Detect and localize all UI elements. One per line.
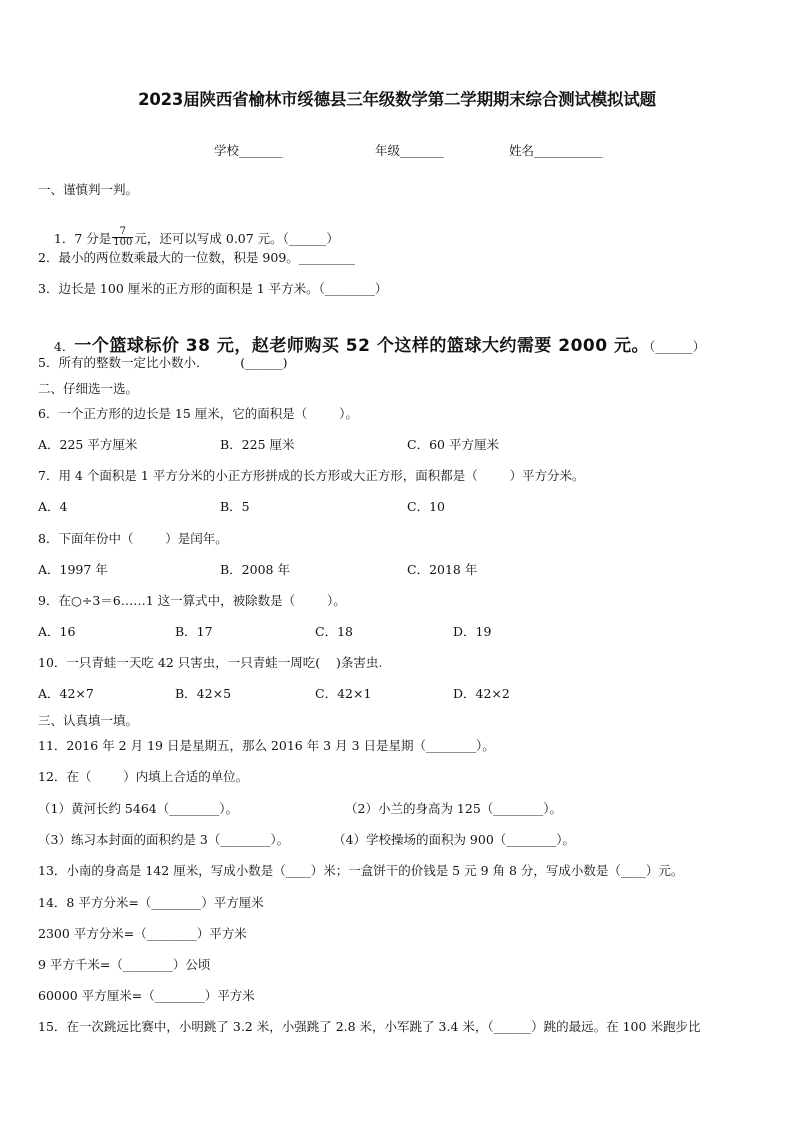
- question-9-option-a: A．16: [38, 624, 76, 639]
- question-12-part-1: （1）黄河长约 5464（________）。: [38, 801, 238, 816]
- question-10-option-d: D．42×2: [453, 686, 510, 701]
- question-9-stem: 9．在○÷3＝6……1 这一算式中，被除数是（ ）。: [38, 593, 346, 608]
- question-14-line-1: 14．8 平方分米=（________）平方厘米: [38, 895, 264, 910]
- section-1-heading: 一、谨慎判一判。: [38, 182, 139, 197]
- question-1-post: 元，还可以写成 0.07 元。（______）: [134, 231, 339, 246]
- question-12-stem: 12．在（ ）内填上合适的单位。: [38, 769, 249, 784]
- question-8-stem: 8．下面年份中（ ）是闰年。: [38, 531, 228, 546]
- question-3: 3．边长是 100 厘米的正方形的面积是 1 平方米。（________）: [38, 281, 388, 296]
- question-12-part-3: （3）练习本封面的面积约是 3（________）。: [38, 832, 290, 847]
- question-7-option-c: C．10: [407, 499, 445, 514]
- question-13: 13．小南的身高是 142 厘米，写成小数是（____）米；一盒饼干的价钱是 5 元 9 角 8 分，写成小数是（____）元。: [38, 863, 684, 878]
- fraction-numerator: 7: [112, 227, 133, 238]
- question-4-stem: 一个篮球标价 38 元，赵老师购买 52 个这样的篮球大约需要 2000 元。: [74, 336, 649, 356]
- question-7-option-b: B．5: [220, 499, 250, 514]
- question-14-line-2: 2300 平方分米=（________）平方米: [38, 926, 247, 941]
- question-10-option-b: B．42×5: [175, 686, 232, 701]
- question-14-line-3: 9 平方千米=（________）公顷: [38, 957, 211, 972]
- question-6-option-c: C．60 平方厘米: [407, 437, 499, 452]
- question-10-option-c: C．42×1: [315, 686, 372, 701]
- section-3-heading: 三、认真填一填。: [38, 713, 139, 728]
- question-1-pre: 1．7 分是: [53, 231, 112, 246]
- question-9-option-d: D．19: [453, 624, 492, 639]
- name-field: 姓名___________: [509, 143, 603, 158]
- page-title: 2023届陕西省榆林市绥德县三年级数学第二学期期末综合测试模拟试题: [138, 90, 656, 109]
- question-9-option-b: B．17: [175, 624, 213, 639]
- question-4-post: （______）: [649, 339, 706, 354]
- question-12-part-2: （2）小兰的身高为 125（________）。: [345, 801, 563, 816]
- question-11: 11．2016 年 2 月 19 日是星期五，那么 2016 年 3 月 3 日是星期（________）。: [38, 738, 495, 753]
- question-10-stem: 10．一只青蛙一天吃 42 只害虫，一只青蛙一周吃( )条害虫.: [38, 655, 383, 670]
- question-4-pre: 4．: [53, 339, 75, 354]
- question-5: 5．所有的整数一定比小数小． (______): [38, 355, 288, 370]
- question-10-option-a: A．42×7: [38, 686, 94, 701]
- question-2: 2．最小的两位数乘最大的一位数，积是 909。_________: [38, 250, 356, 265]
- question-8-option-b: B．2008 年: [220, 562, 290, 577]
- fraction-denominator: 100: [113, 237, 133, 248]
- section-2-heading: 二、仔细选一选。: [38, 381, 139, 396]
- question-14-line-4: 60000 平方厘米=（________）平方米: [38, 988, 255, 1003]
- question-6-option-b: B．225 厘米: [220, 437, 295, 452]
- grade-field: 年级_______: [375, 143, 444, 158]
- question-12-part-4: （4）学校操场的面积为 900（________）。: [333, 832, 576, 847]
- school-field: 学校_______: [214, 143, 283, 158]
- question-7-option-a: A．4: [38, 499, 68, 514]
- question-8-option-a: A．1997 年: [38, 562, 108, 577]
- fraction: [112, 227, 133, 248]
- question-9-option-c: C．18: [315, 624, 353, 639]
- question-6-stem: 6．一个正方形的边长是 15 厘米，它的面积是（ ）。: [38, 406, 358, 421]
- question-15: 15．在一次跳远比赛中，小明跳了 3.2 米，小强跳了 2.8 米，小军跳了 3.4 米，（______）跳的最远。在 100 米跑步比: [38, 1019, 701, 1034]
- question-8-option-c: C．2018 年: [407, 562, 478, 577]
- question-7-stem: 7．用 4 个面积是 1 平方分米的小正方形拼成的长方形或大正方形，面积都是（ ）平方分米。: [38, 468, 585, 483]
- question-6-option-a: A．225 平方厘米: [38, 437, 138, 452]
